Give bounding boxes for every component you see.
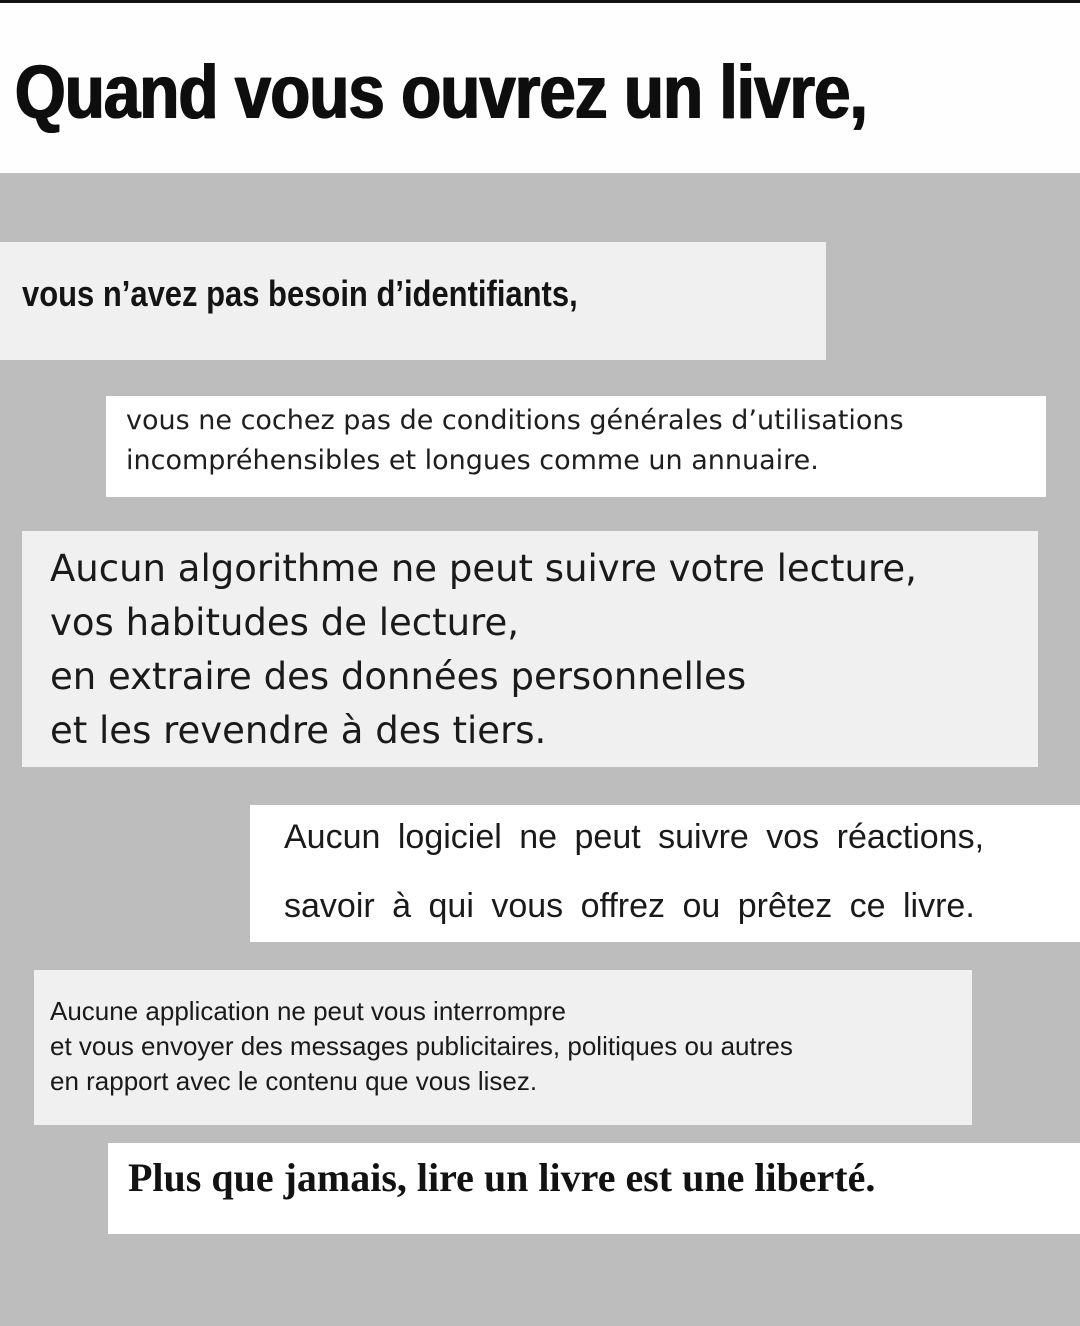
text-panel-conclusion	[108, 1143, 1080, 1234]
text-panel-identifiers	[0, 242, 826, 360]
text-panel-software	[250, 805, 1080, 942]
conclusion-line: Plus que jamais, lire un livre est une liberté.	[128, 1155, 876, 1200]
panel-line: et les revendre à des tiers.	[50, 709, 547, 752]
panel-line: vos habitudes de lecture,	[50, 601, 519, 644]
text-panel-algorithm	[22, 531, 1038, 767]
panel-line: vous ne cochez pas de conditions générales d’utilisations	[126, 405, 904, 436]
panel-line: et vous envoyer des messages publicitaires, politiques ou autres	[50, 1031, 793, 1061]
panel-line: savoir à qui vous offrez ou prêtez ce livre.	[284, 887, 975, 925]
panel-line: en rapport avec le contenu que vous lisez.	[50, 1066, 538, 1096]
panel-line: Aucun algorithme ne peut suivre votre lecture,	[50, 547, 917, 590]
panel-line: en extraire des données personnelles	[50, 655, 747, 698]
panel-line: Aucun logiciel ne peut suivre vos réactions,	[284, 818, 985, 856]
page-title: Quand vous ouvrez un livre,	[14, 50, 867, 135]
text-panel-terms	[106, 396, 1046, 497]
header-banner	[0, 0, 1080, 173]
panel-line: Aucune application ne peut vous interrompre	[50, 996, 566, 1026]
text-panel-application	[34, 970, 972, 1125]
panel-line: incompréhensibles et longues comme un annuaire.	[126, 445, 819, 476]
panel-line: vous n’avez pas besoin d’identifiants,	[22, 273, 578, 314]
